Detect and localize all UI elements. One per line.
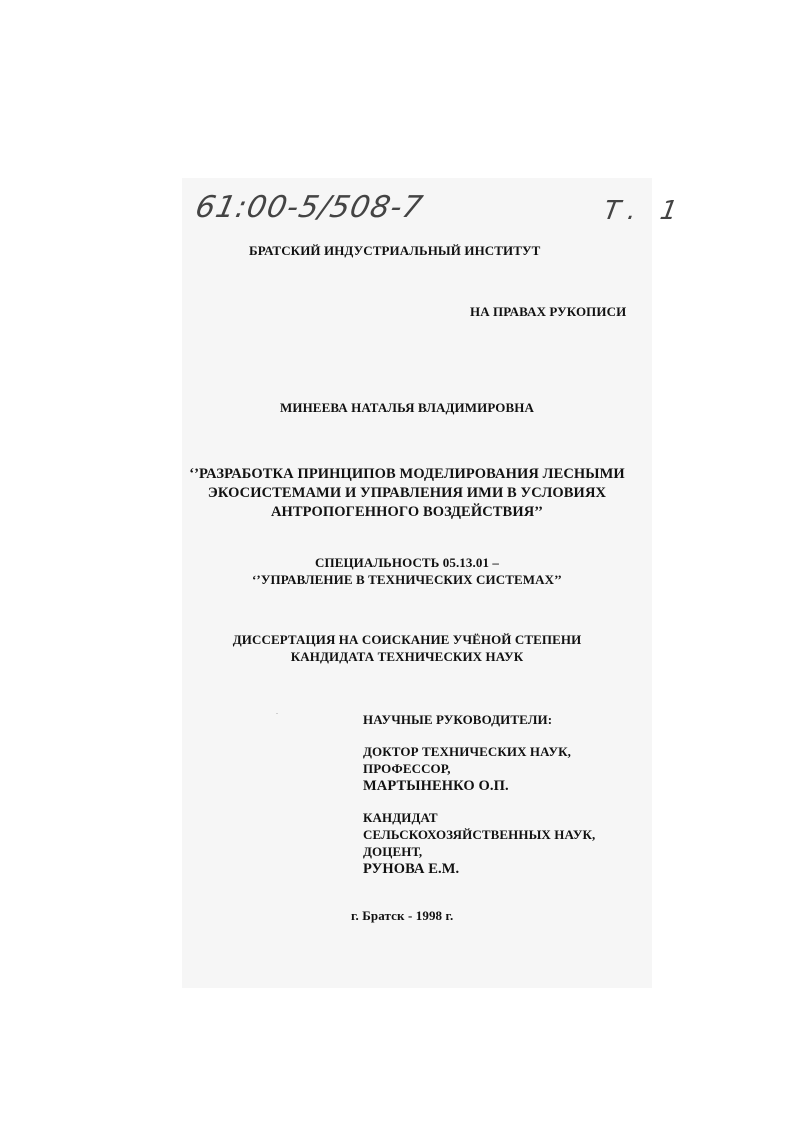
supervisor-2-title: ДОЦЕНТ,	[363, 844, 423, 859]
supervisor-1-degree: ДОКТОР ТЕХНИЧЕСКИХ НАУК,	[363, 744, 571, 759]
dissertation-title-line-3: АНТРОПОГЕННОГО ВОЗДЕЙСТВИЯ’’	[270, 504, 544, 520]
dissertation-title-line-1: ‘’РАЗРАБОТКА ПРИНЦИПОВ МОДЕЛИРОВАНИЯ ЛЕСНЫМИ	[189, 466, 625, 482]
author-name: МИНЕЕВА НАТАЛЬЯ ВЛАДИМИРОВНА	[280, 400, 534, 415]
specialty-line-1: СПЕЦИАЛЬНОСТЬ 05.13.01 –	[315, 555, 499, 570]
dissertation-title-line-2: ЭКОСИСТЕМАМИ И УПРАВЛЕНИЯ ИМИ В УСЛОВИЯХ	[207, 485, 607, 501]
handwritten-volume-mark: Т. 1	[601, 196, 688, 226]
specialty-line-2: ‘’УПРАВЛЕНИЕ В ТЕХНИЧЕСКИХ СИСТЕМАХ’’	[252, 572, 562, 587]
supervisor-1-title: ПРОФЕССОР,	[363, 761, 451, 776]
supervisor-2-degree-line-2: СЕЛЬСКОХОЗЯЙСТВЕННЫХ НАУК,	[363, 827, 596, 842]
place-and-year: г. Братск - 1998 г.	[351, 908, 454, 923]
supervisor-1-name: МАРТЫНЕНКО О.П.	[363, 778, 509, 794]
supervisors-heading: НАУЧНЫЕ РУКОВОДИТЕЛИ:	[363, 712, 553, 727]
degree-line-2: КАНДИДАТА ТЕХНИЧЕСКИХ НАУК	[290, 649, 524, 664]
supervisor-2-degree-line-1: КАНДИДАТ	[363, 810, 438, 825]
supervisor-2-name: РУНОВА Е.М.	[363, 861, 460, 877]
manuscript-rights-note: НА ПРАВАХ РУКОПИСИ	[470, 304, 627, 319]
institute-name: БРАТСКИЙ ИНДУСТРИАЛЬНЫЙ ИНСТИТУТ	[249, 243, 541, 258]
scan-speck	[276, 713, 278, 714]
degree-line-1: ДИССЕРТАЦИЯ НА СОИСКАНИЕ УЧЁНОЙ СТЕПЕНИ	[232, 632, 582, 647]
handwritten-catalog-mark: 61:00-5/508-7	[192, 190, 427, 225]
